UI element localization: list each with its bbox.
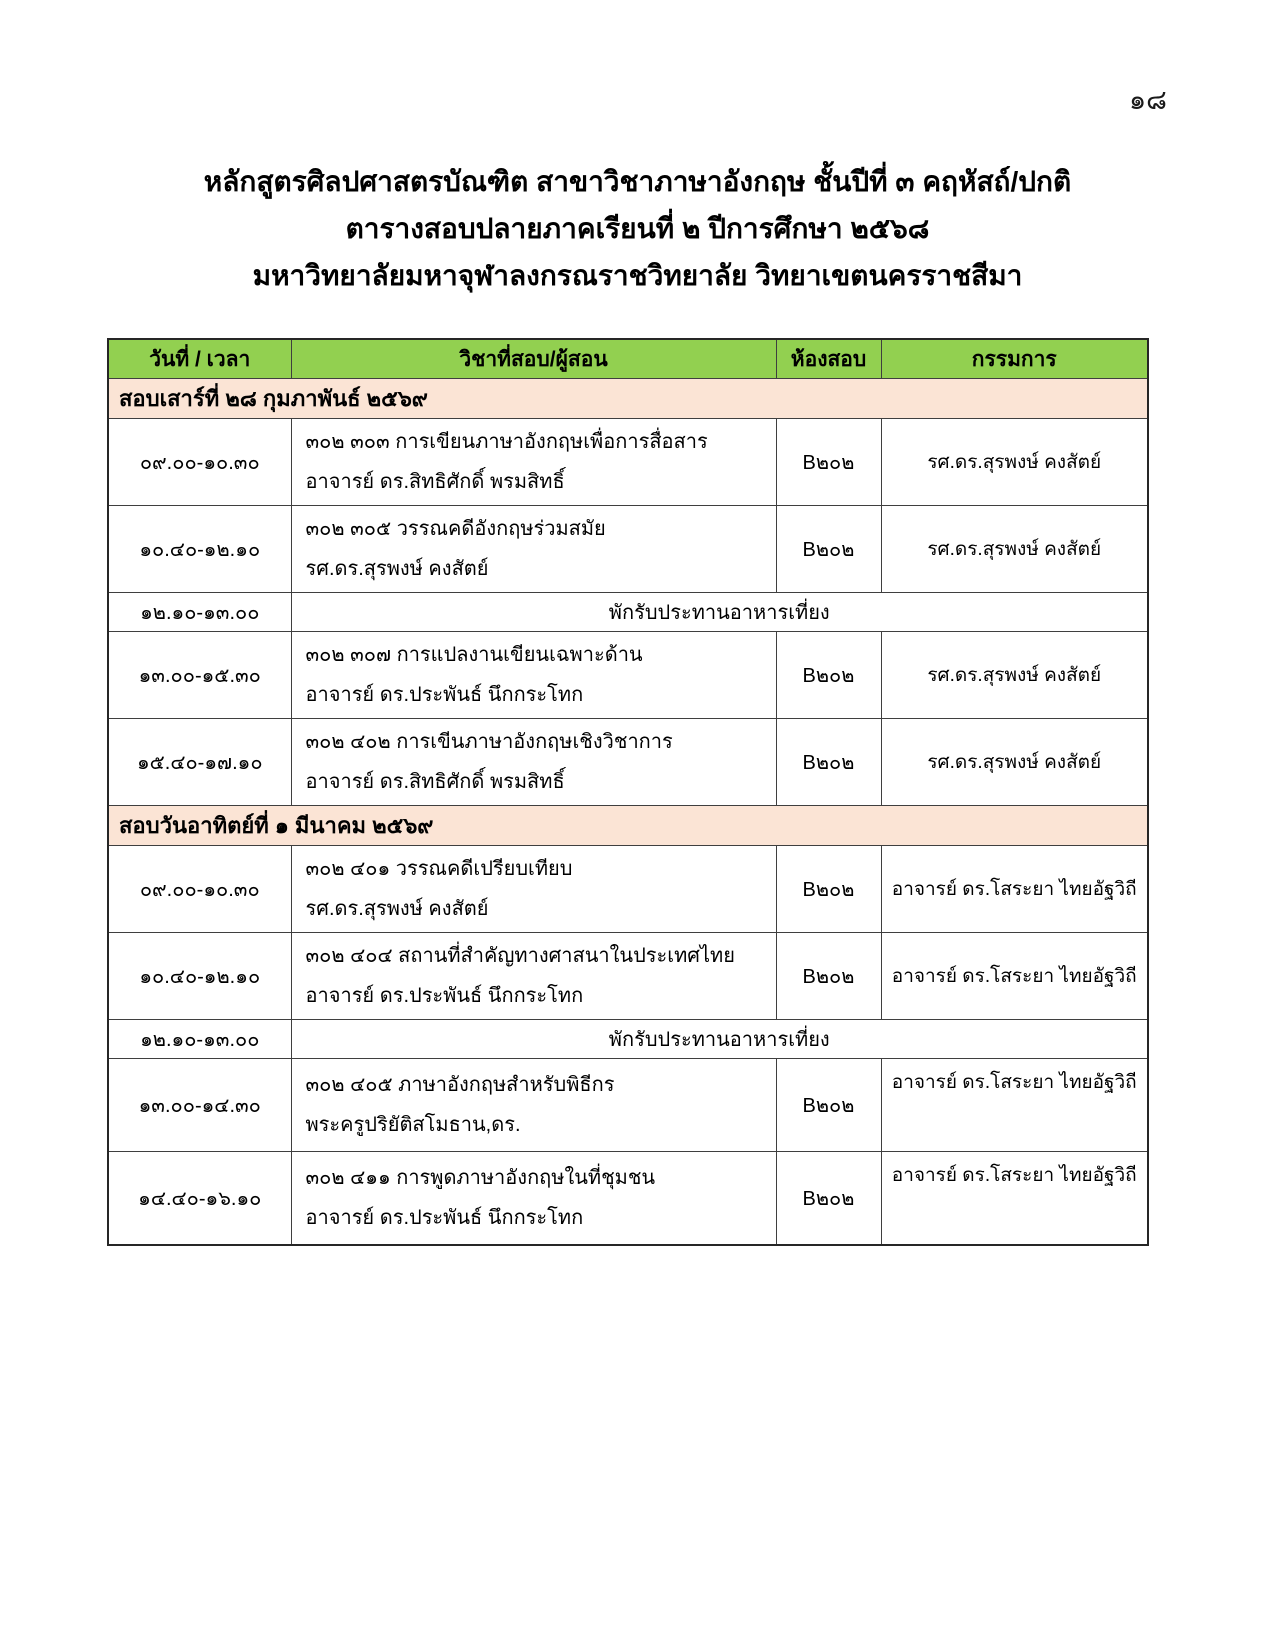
column-header-committee: กรรมการ (881, 339, 1148, 379)
lunch-break-row (108, 593, 1148, 632)
table-header-row (108, 339, 1148, 379)
course-cell (291, 506, 776, 593)
committee-name: อาจารย์ ดร.โสระยา ไทยอัฐวิถี (881, 846, 1148, 933)
section-header-row (108, 806, 1148, 846)
time-slot: ๐๙.๐๐-๑๐.๓๐ (108, 419, 291, 506)
column-header-date-time: วันที่ / เวลา (108, 339, 291, 379)
exam-table-body (108, 379, 1148, 1246)
section-header-label: สอบเสาร์ที่ ๒๘ กุมภาพันธ์ ๒๕๖๙ (108, 379, 1148, 419)
course-title: ๓๐๒ ๓๐๗ การแปลงานเขียนเฉพาะด้าน (305, 644, 643, 666)
course-cell (291, 1152, 776, 1246)
exam-room: B๒๐๒ (776, 419, 881, 506)
instructor-name: พระครูปริยัติสโมธาน,ดร. (305, 1114, 521, 1136)
exam-row (108, 846, 1148, 933)
course-cell (291, 419, 776, 506)
course-title: ๓๐๒ ๔๐๒ การเขีนภาษาอังกฤษเชิงวิชาการ (305, 731, 673, 753)
exam-room: B๒๐๒ (776, 719, 881, 806)
committee-name: รศ.ดร.สุรพงษ์ คงสัตย์ (881, 632, 1148, 719)
committee-name: อาจารย์ ดร.โสระยา ไทยอัฐวิถี (881, 933, 1148, 1020)
exam-row (108, 1152, 1148, 1246)
course-cell (291, 1059, 776, 1152)
exam-room: B๒๐๒ (776, 632, 881, 719)
course-cell (291, 632, 776, 719)
committee-name: รศ.ดร.สุรพงษ์ คงสัตย์ (881, 719, 1148, 806)
column-header-subject-instructor: วิชาที่สอบ/ผู้สอน (291, 339, 776, 379)
title-line-1: หลักสูตรศิลปศาสตรบัณฑิต สาขาวิชาภาษาอังกฤษ ชั้นปีที่ ๓ คฤหัสถ์/ปกติ (203, 166, 1072, 197)
table-header (108, 339, 1148, 379)
course-title: ๓๐๒ ๔๐๑ วรรณคดีเปรียบเทียบ (305, 858, 573, 880)
course-cell (291, 846, 776, 933)
course-cell (291, 933, 776, 1020)
time-slot: ๑๒.๑๐-๑๓.๐๐ (108, 1020, 291, 1059)
exam-row (108, 933, 1148, 1020)
column-header-exam-room: ห้องสอบ (776, 339, 881, 379)
course-cell (291, 719, 776, 806)
time-slot: ๑๓.๐๐-๑๔.๓๐ (108, 1059, 291, 1152)
exam-row (108, 419, 1148, 506)
exam-room: B๒๐๒ (776, 1059, 881, 1152)
committee-name: อาจารย์ ดร.โสระยา ไทยอัฐวิถี (881, 1152, 1148, 1246)
instructor-name: อาจารย์ ดร.ประพันธ์ นึกกระโทก (305, 684, 584, 706)
section-header-row (108, 379, 1148, 419)
exam-row (108, 719, 1148, 806)
instructor-name: รศ.ดร.สุรพงษ์ คงสัตย์ (305, 558, 489, 580)
exam-row (108, 632, 1148, 719)
exam-room: B๒๐๒ (776, 1152, 881, 1246)
exam-room: B๒๐๒ (776, 933, 881, 1020)
time-slot: ๑๒.๑๐-๑๓.๐๐ (108, 593, 291, 632)
exam-room: B๒๐๒ (776, 846, 881, 933)
time-slot: ๑๓.๐๐-๑๕.๓๐ (108, 632, 291, 719)
time-slot: ๑๕.๔๐-๑๗.๑๐ (108, 719, 291, 806)
committee-name: รศ.ดร.สุรพงษ์ คงสัตย์ (881, 419, 1148, 506)
exam-schedule-table (107, 338, 1149, 1246)
instructor-name: อาจารย์ ดร.ประพันธ์ นึกกระโทก (305, 1207, 584, 1229)
page-number: ๑๘ (1129, 85, 1167, 115)
lunch-break-label: พักรับประทานอาหารเที่ยง (291, 1020, 1148, 1059)
exam-row (108, 506, 1148, 593)
committee-name: รศ.ดร.สุรพงษ์ คงสัตย์ (881, 506, 1148, 593)
exam-row (108, 1059, 1148, 1152)
title-line-2: ตารางสอบปลายภาคเรียนที่ ๒ ปีการศึกษา ๒๕๖๘ (345, 213, 930, 244)
title-line-3: มหาวิทยาลัยมหาจุฬาลงกรณราชวิทยาลัย วิทยาเขตนครราชสีมา (252, 260, 1023, 291)
lunch-break-row (108, 1020, 1148, 1059)
exam-room: B๒๐๒ (776, 506, 881, 593)
course-title: ๓๐๒ ๔๑๑ การพูดภาษาอังกฤษในที่ชุมชน (305, 1167, 656, 1189)
instructor-name: รศ.ดร.สุรพงษ์ คงสัตย์ (305, 898, 489, 920)
section-header-label: สอบวันอาทิตย์ที่ ๑ มีนาคม ๒๕๖๙ (108, 806, 1148, 846)
time-slot: ๑๐.๔๐-๑๒.๑๐ (108, 506, 291, 593)
course-title: ๓๐๒ ๓๐๕ วรรณคดีอังกฤษร่วมสมัย (305, 518, 606, 540)
time-slot: ๑๐.๔๐-๑๒.๑๐ (108, 933, 291, 1020)
document-title (0, 158, 1275, 299)
course-title: ๓๐๒ ๓๐๓ การเขียนภาษาอังกฤษเพื่อการสื่อสาร (305, 431, 708, 453)
course-title: ๓๐๒ ๔๐๕ ภาษาอังกฤษสำหรับพิธีกร (305, 1074, 615, 1096)
time-slot: ๐๙.๐๐-๑๐.๓๐ (108, 846, 291, 933)
time-slot: ๑๔.๔๐-๑๖.๑๐ (108, 1152, 291, 1246)
course-title: ๓๐๒ ๔๐๔ สถานที่สำคัญทางศาสนาในประเทศไทย (305, 945, 735, 967)
instructor-name: อาจารย์ ดร.ประพันธ์ นึกกระโทก (305, 985, 584, 1007)
committee-name: อาจารย์ ดร.โสระยา ไทยอัฐวิถี (881, 1059, 1148, 1152)
instructor-name: อาจารย์ ดร.สิทธิศักดิ์ พรมสิทธิ์ (305, 471, 565, 493)
lunch-break-label: พักรับประทานอาหารเที่ยง (291, 593, 1148, 632)
instructor-name: อาจารย์ ดร.สิทธิศักดิ์ พรมสิทธิ์ (305, 771, 565, 793)
